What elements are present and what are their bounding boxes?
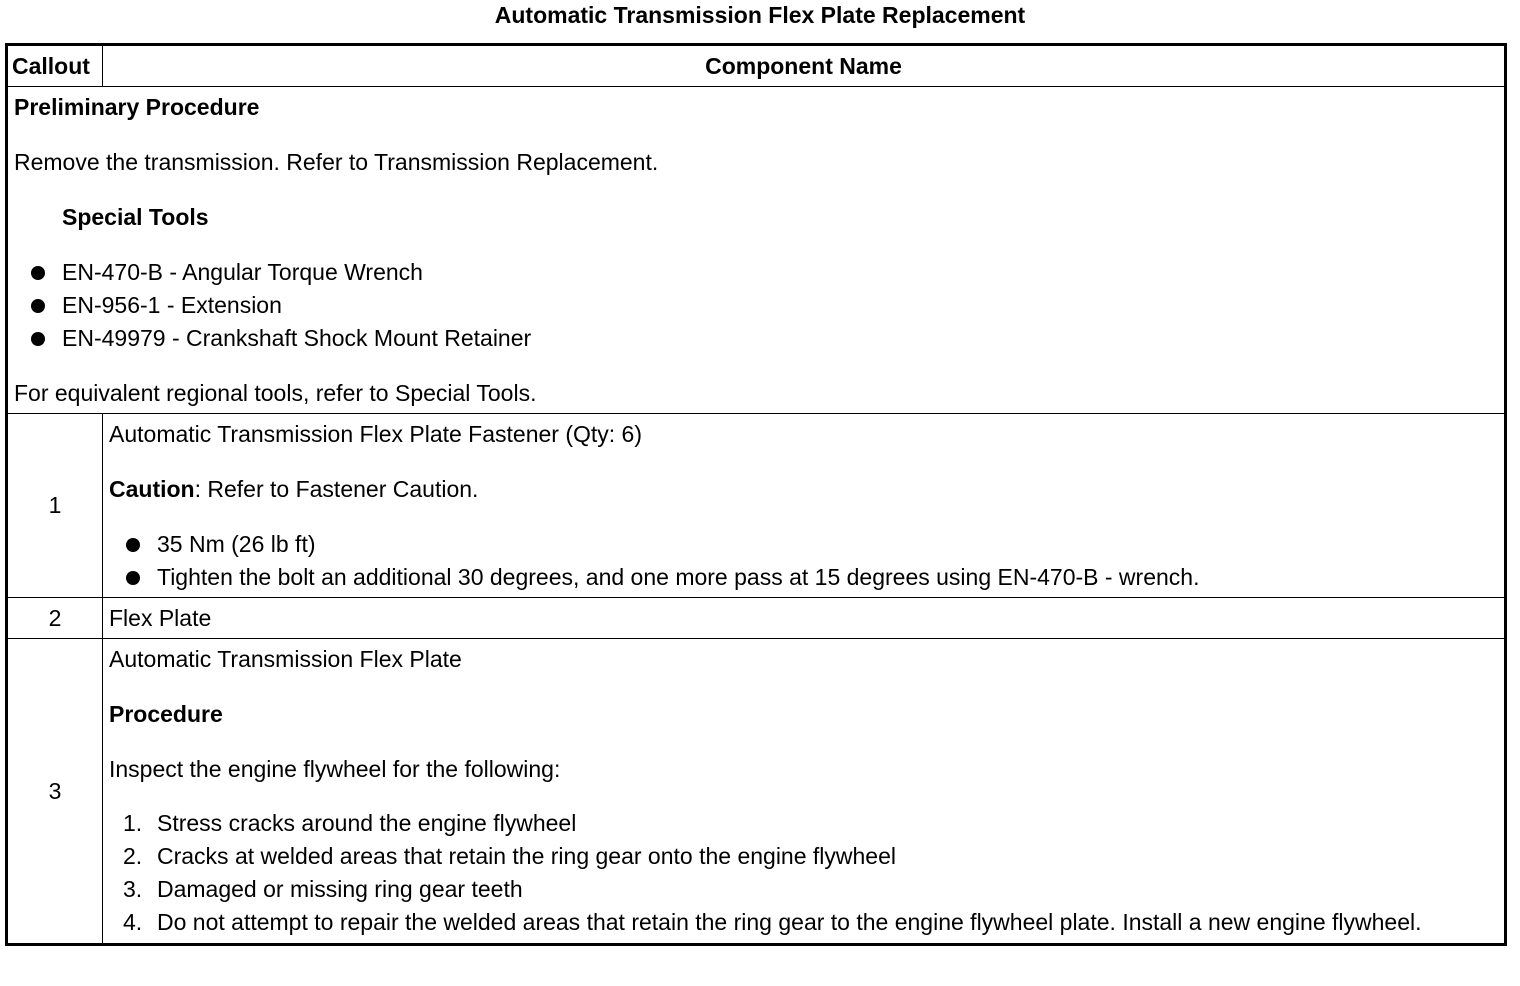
procedure-table (5, 43, 1507, 946)
bullet-icon (31, 332, 45, 346)
list-item (14, 322, 1498, 355)
inspect-text: Inspect the engine flywheel for the following: (109, 756, 561, 782)
remove-transmission-text: Remove the transmission. Refer to Transmission Replacement. (14, 149, 659, 175)
tool-text: EN-49979 - Crankshaft Shock Mount Retainer (62, 325, 532, 351)
component-cell (103, 598, 1506, 639)
caution-text: : Refer to Fastener Caution. (194, 476, 479, 502)
bullet-icon (126, 571, 140, 585)
list-item (109, 561, 1498, 594)
step-number: 3. (123, 876, 143, 902)
step-text: Damaged or missing ring gear teeth (157, 876, 523, 902)
list-item (109, 874, 1498, 904)
bullet-icon (31, 266, 45, 280)
page-title: Automatic Transmission Flex Plate Replacement (494, 2, 1026, 28)
list-item (109, 808, 1498, 838)
table-header-row (7, 45, 1506, 87)
component-name-column-header: Component Name (103, 45, 1506, 87)
table-row (7, 598, 1506, 639)
table-row (7, 639, 1506, 945)
component-cell (103, 639, 1506, 945)
step-number: 1. (123, 810, 143, 836)
callout-cell: 2 (7, 598, 103, 639)
preliminary-procedure-cell (7, 87, 1506, 414)
preliminary-procedure-row (7, 87, 1506, 414)
tool-text: EN-956-1 - Extension (62, 292, 282, 318)
step-text: Cracks at welded areas that retain the ring gear onto the engine flywheel (157, 843, 896, 869)
step-text: Do not attempt to repair the welded areas that retain the ring gear to the engine flywheel plate. Install a new engine flywheel. (157, 909, 1422, 935)
tool-text: EN-470-B - Angular Torque Wrench (62, 259, 423, 285)
bullet-icon (31, 299, 45, 313)
list-item (14, 289, 1498, 322)
component-name: Automatic Transmission Flex Plate (109, 646, 462, 672)
component-cell (103, 414, 1506, 598)
list-item (109, 907, 1498, 937)
spec-text: 35 Nm (26 lb ft) (157, 531, 316, 557)
component-name: Flex Plate (109, 605, 212, 631)
regional-tools-text: For equivalent regional tools, refer to Special Tools. (14, 380, 537, 406)
list-item (109, 841, 1498, 871)
spec-list (109, 528, 1498, 594)
component-name: Automatic Transmission Flex Plate Fastener (Qty: 6) (109, 421, 643, 447)
callout-cell: 1 (7, 414, 103, 598)
special-tools-heading: Special Tools (62, 204, 209, 230)
preliminary-heading: Preliminary Procedure (14, 94, 260, 120)
list-item (14, 256, 1498, 289)
list-item (109, 528, 1498, 561)
bullet-icon (126, 538, 140, 552)
caution-label: Caution (109, 476, 195, 502)
step-number: 4. (123, 909, 143, 935)
step-number: 2. (123, 843, 143, 869)
procedure-heading: Procedure (109, 701, 223, 727)
callout-cell: 3 (7, 639, 103, 945)
step-text: Stress cracks around the engine flywheel (157, 810, 577, 836)
table-row (7, 414, 1506, 598)
caution-note (109, 473, 1498, 506)
callout-column-header: Callout (7, 45, 103, 87)
special-tools-list (14, 256, 1498, 355)
spec-text: Tighten the bolt an additional 30 degrees, and one more pass at 15 degrees using EN-470-B - wrench. (157, 564, 1200, 590)
inspection-steps-list (109, 808, 1498, 937)
